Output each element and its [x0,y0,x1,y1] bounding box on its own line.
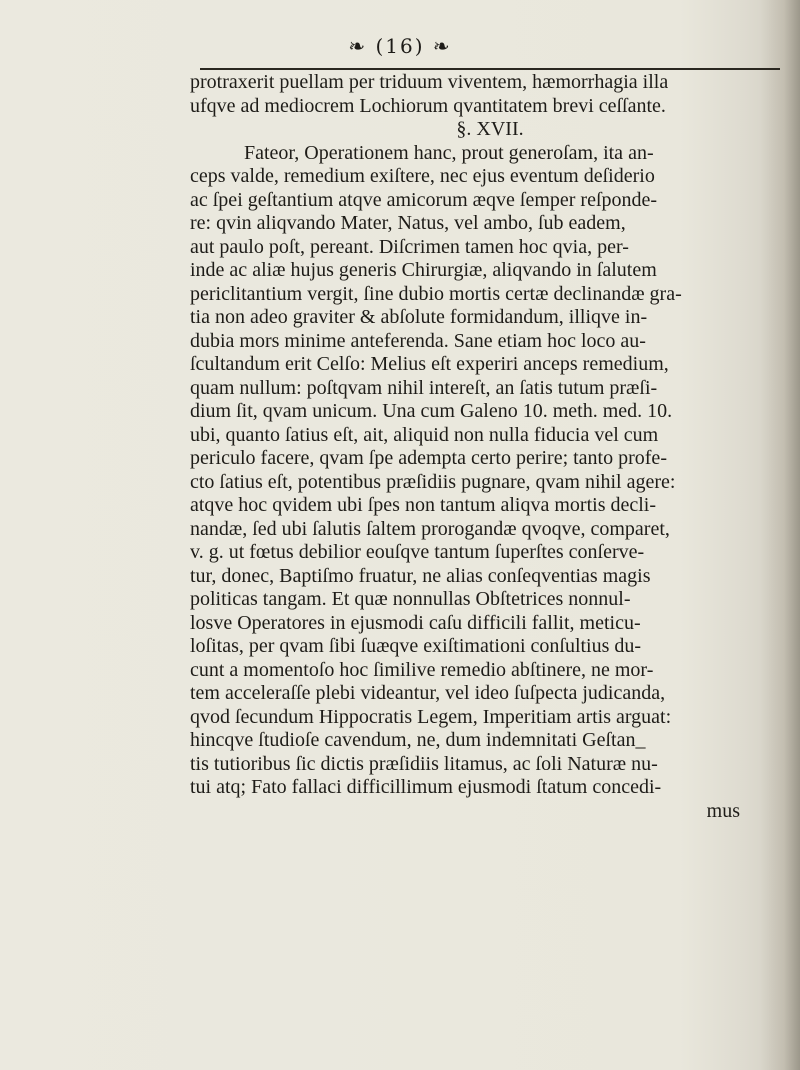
text-line: ubi, quanto ſatius eſt, ait, aliquid non nulla fiducia vel cum [190,423,659,446]
text-line: tem acceleraſſe plebi videantur, vel ideo ſuſpecta judicanda, [190,682,666,704]
text-line: politicas tangam. Et quæ nonnullas Obſtetrices nonnul- [190,588,631,610]
header-rule [200,68,780,70]
text-line: ſcultandum erit Celſo: Melius eſt experiri anceps remedium, [190,353,669,375]
text-line: tur, donec, Baptiſmo fruatur, ne alias conſeqventias magis [190,564,651,587]
text-line: periclitantium vergit, ſine dubio mortis certæ declinandæ gra- [190,282,682,305]
text-line: aut paulo poſt, pereant. Diſcrimen tamen hoc qvia, per- [190,235,629,258]
text-line: inde ac aliæ hujus generis Chirurgiæ, aliqvando in ſalutem [190,259,657,281]
text-line: periculo facere, qvam ſpe adempta certo perire; tanto profe- [190,447,667,469]
text-line: ceps valde, remedium exiſtere, nec ejus eventum deſiderio [190,165,655,187]
text-line: hincqve ſtudioſe cavendum, ne, dum indemnitati Geſtan_ [190,729,646,751]
text-line: re: qvin aliqvando Mater, Natus, vel ambo, ſub eadem, [190,212,626,234]
catchword: mus [706,799,740,822]
section-heading: §. XVII. [456,118,524,140]
text-line: qvod ſecundum Hippocratis Legem, Imperitiam artis arguat: [190,705,672,728]
text-line: ufqve ad mediocrem Lochiorum qvantitatem brevi ceſſante. [190,94,666,117]
text-line: atqve hoc qvidem ubi ſpes non tantum aliqva mortis decli- [190,494,657,516]
text-line: losve Operatores in ejusmodi caſu difficili fallit, meticu- [190,611,641,634]
body-text [190,71,790,823]
text-line: quam nullum: poſtqvam nihil intereſt, an ſatis tutum præſi- [190,376,658,399]
text-line: protraxerit puellam per triduum viventem, hæmorrhagia illa [190,71,669,93]
text-line: Fateor, Operationem hanc, prout generoſam, ita an- [244,141,654,164]
text-line: cunt a momentoſo hoc ſimilive remedio abſtinere, ne mor- [190,658,654,681]
text-line: tis tutioribus ſic dictis præſidiis litamus, ac ſoli Naturæ nu- [190,752,658,775]
text-line: cto ſatius eſt, potentibus præſidiis pugnare, qvam nihil agere: [190,470,676,493]
text-line: tia non adeo graviter & abſolute formidandum, illiqve in- [190,306,648,328]
page-header: ❧ (16) ❧ [348,34,452,58]
text-line: v. g. ut fœtus debilior eouſqve tantum ſuperſtes conſerve- [190,541,645,563]
text-line: nandæ, ſed ubi ſalutis ſaltem prorogandæ qvoqve, comparet, [190,517,670,540]
text-line: dubia mors minime anteferenda. Sane etiam hoc loco au- [190,329,646,352]
text-line: dium ſit, qvam unicum. Una cum Galeno 10. meth. med. 10. [190,400,673,422]
text-line: tui atq; Fato fallaci difficillimum ejusmodi ſtatum concedi- [190,776,662,798]
text-line: loſitas, per qvam ſibi ſuæqve exiſtimationi conſultius du- [190,635,642,657]
text-line: ac ſpei geſtantium atqve amicorum æqve ſemper reſponde- [190,188,658,211]
